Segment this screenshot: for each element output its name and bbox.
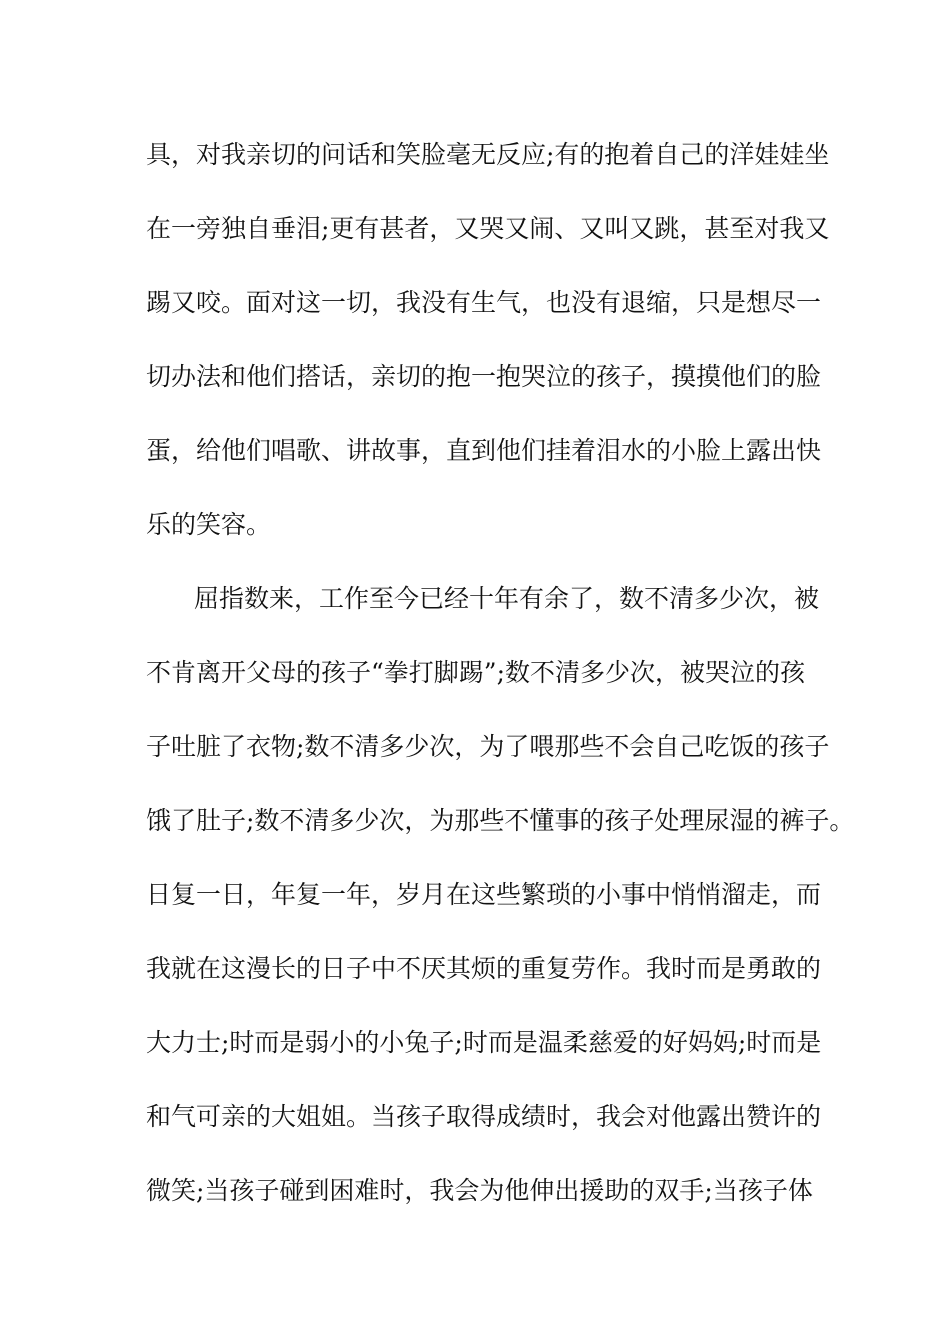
text-line: 具，对我亲切的问话和笑脸毫无反应;有的抱着自己的洋娃娃坐 (146, 140, 830, 169)
text-line: 切办法和他们搭话，亲切的抱一抱哭泣的孩子，摸摸他们的脸 (146, 362, 822, 391)
text-line: 乐的笑容。 (146, 510, 272, 539)
text-line: 我就在这漫长的日子中不厌其烦的重复劳作。我时而是勇敢的 (146, 954, 822, 983)
text-line: 不肯离开父母的孩子“拳打脚踢”;数不清多少次，被哭泣的孩 (146, 658, 805, 687)
paragraph-first-line: 屈指数来，工作至今已经十年有余了，数不清多少次，被 (194, 584, 820, 613)
text-line: 和气可亲的大姐姐。当孩子取得成绩时，我会对他露出赞许的 (146, 1102, 822, 1131)
text-line: 微笑;当孩子碰到困难时，我会为他伸出援助的双手;当孩子体 (146, 1176, 813, 1205)
text-line: 在一旁独自垂泪;更有甚者，又哭又闹、又叫又跳，甚至对我又 (146, 214, 830, 243)
body-text (146, 130, 855, 1240)
text-line: 踢又咬。面对这一切，我没有生气，也没有退缩，只是想尽一 (146, 288, 822, 317)
text-line: 日复一日，年复一年，岁月在这些繁琐的小事中悄悄溜走，而 (146, 880, 822, 909)
text-line: 子吐脏了衣物;数不清多少次，为了喂那些不会自己吃饭的孩子 (146, 732, 830, 761)
text-line: 大力士;时而是弱小的小兔子;时而是温柔慈爱的好妈妈;时而是 (146, 1028, 822, 1057)
text-line: 蛋，给他们唱歌、讲故事，直到他们挂着泪水的小脸上露出快 (146, 436, 822, 465)
text-line: 饿了肚子;数不清多少次，为那些不懂事的孩子处理尿湿的裤子。 (146, 806, 855, 835)
